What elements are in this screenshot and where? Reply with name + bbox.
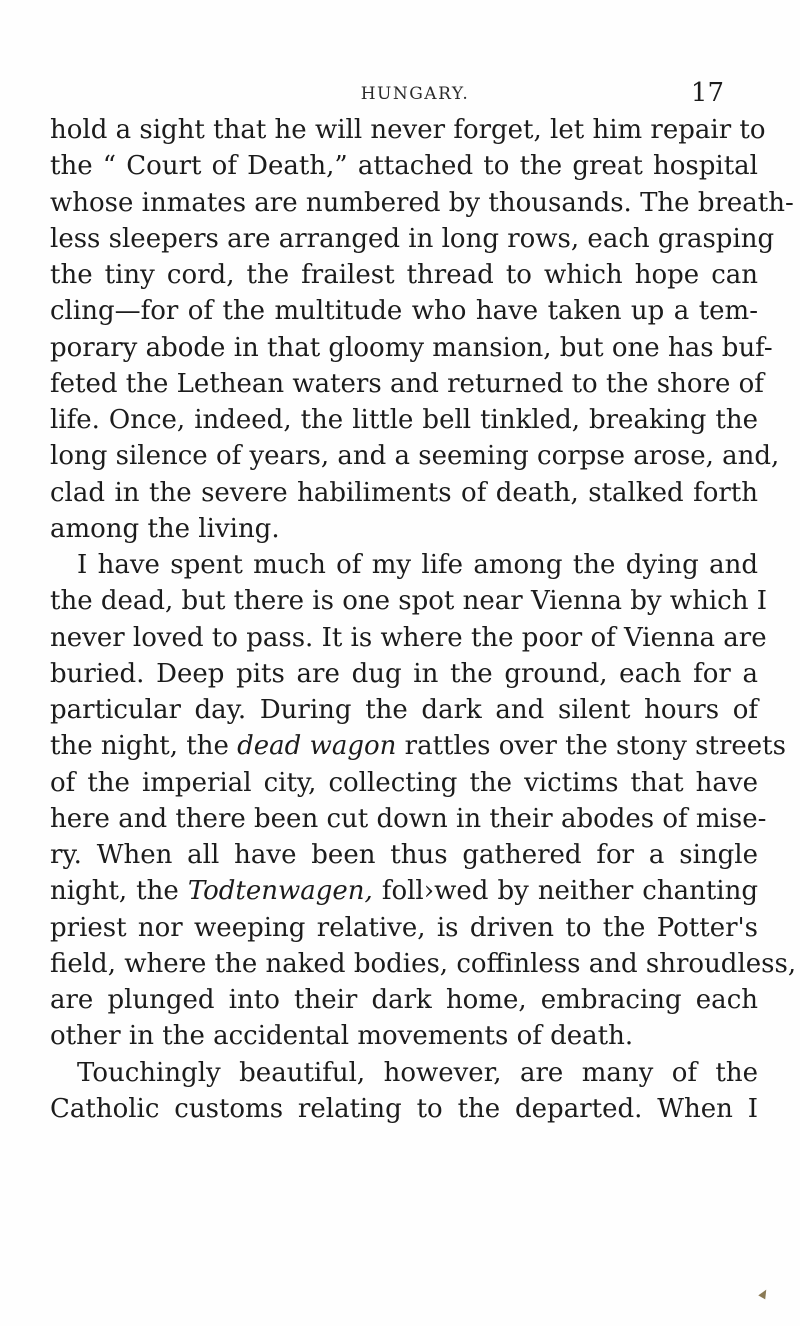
text-segment: night, the	[50, 876, 179, 907]
scan-speck-icon	[758, 1288, 769, 1300]
text-line: whose inmates are numbered by thousands. The breath-	[50, 187, 794, 218]
text-line: never loved to pass. It is where the poor of Vienna are	[50, 622, 767, 653]
text-line: field, where the naked bodies, coffinless and shroudless,	[50, 948, 797, 979]
text-line: priest nor weeping relative, is driven to the Potter's	[50, 912, 758, 943]
text-line: other in the accidental movements of death.	[50, 1021, 634, 1052]
text-line-mixed	[50, 873, 758, 909]
text-line: the tiny cord, the frailest thread to which hope can	[50, 260, 758, 290]
text-line: the dead, but there is one spot near Vienna by which I	[50, 586, 767, 617]
text-line: long silence of years, and a seeming corpse arose, and,	[50, 441, 780, 472]
text-line: less sleepers are arranged in long rows, each grasping	[50, 223, 775, 254]
text-line-mixed	[50, 728, 786, 764]
text-line: are plunged into their dark home, embracing each	[50, 985, 758, 1015]
text-line: hold a sight that he will never forget, let him repair to	[50, 115, 766, 145]
text-line: I have spent much of my life among the dying and	[77, 550, 758, 580]
text-line: porary abode in that gloomy mansion, but one has buf-	[50, 332, 773, 363]
text-line: particular day. During the dark and silent hours of	[50, 695, 758, 725]
text-line: life. Once, indeed, the little bell tinkled, breaking the	[50, 405, 758, 435]
italic-phrase: Todtenwagen,	[187, 876, 373, 907]
text-line: of the imperial city, collecting the victims that have	[50, 767, 758, 798]
text-line: here and there been cut down in their abodes of mise-	[50, 803, 767, 834]
text-segment: rattles over the stony streets	[404, 731, 786, 762]
body-text	[50, 112, 797, 1127]
text-line: among the living.	[50, 513, 280, 544]
text-segment: foll›wed by neither chanting	[381, 876, 759, 907]
text-segment: the night, the	[50, 731, 229, 762]
text-line: buried. Deep pits are dug in the ground, each for a	[50, 658, 758, 689]
running-title: HUNGARY.	[360, 84, 470, 104]
text-line: ry. When all have been thus gathered for a single	[50, 840, 758, 870]
page-number: 17	[690, 78, 724, 108]
text-line: Catholic customs relating to the departed. When I	[50, 1093, 758, 1124]
text-line: feted the Lethean waters and returned to the shore of	[50, 368, 764, 399]
running-head	[106, 80, 724, 110]
italic-phrase: dead wagon	[237, 731, 397, 762]
text-line: clad in the severe habiliments of death, stalked forth	[50, 477, 758, 508]
text-line: the “ Court of Death,” attached to the great hospital	[50, 151, 758, 182]
text-line: Touchingly beautiful, however, are many of the	[77, 1057, 758, 1088]
text-line: cling—for of the multitude who have taken up a tem-	[50, 296, 758, 327]
